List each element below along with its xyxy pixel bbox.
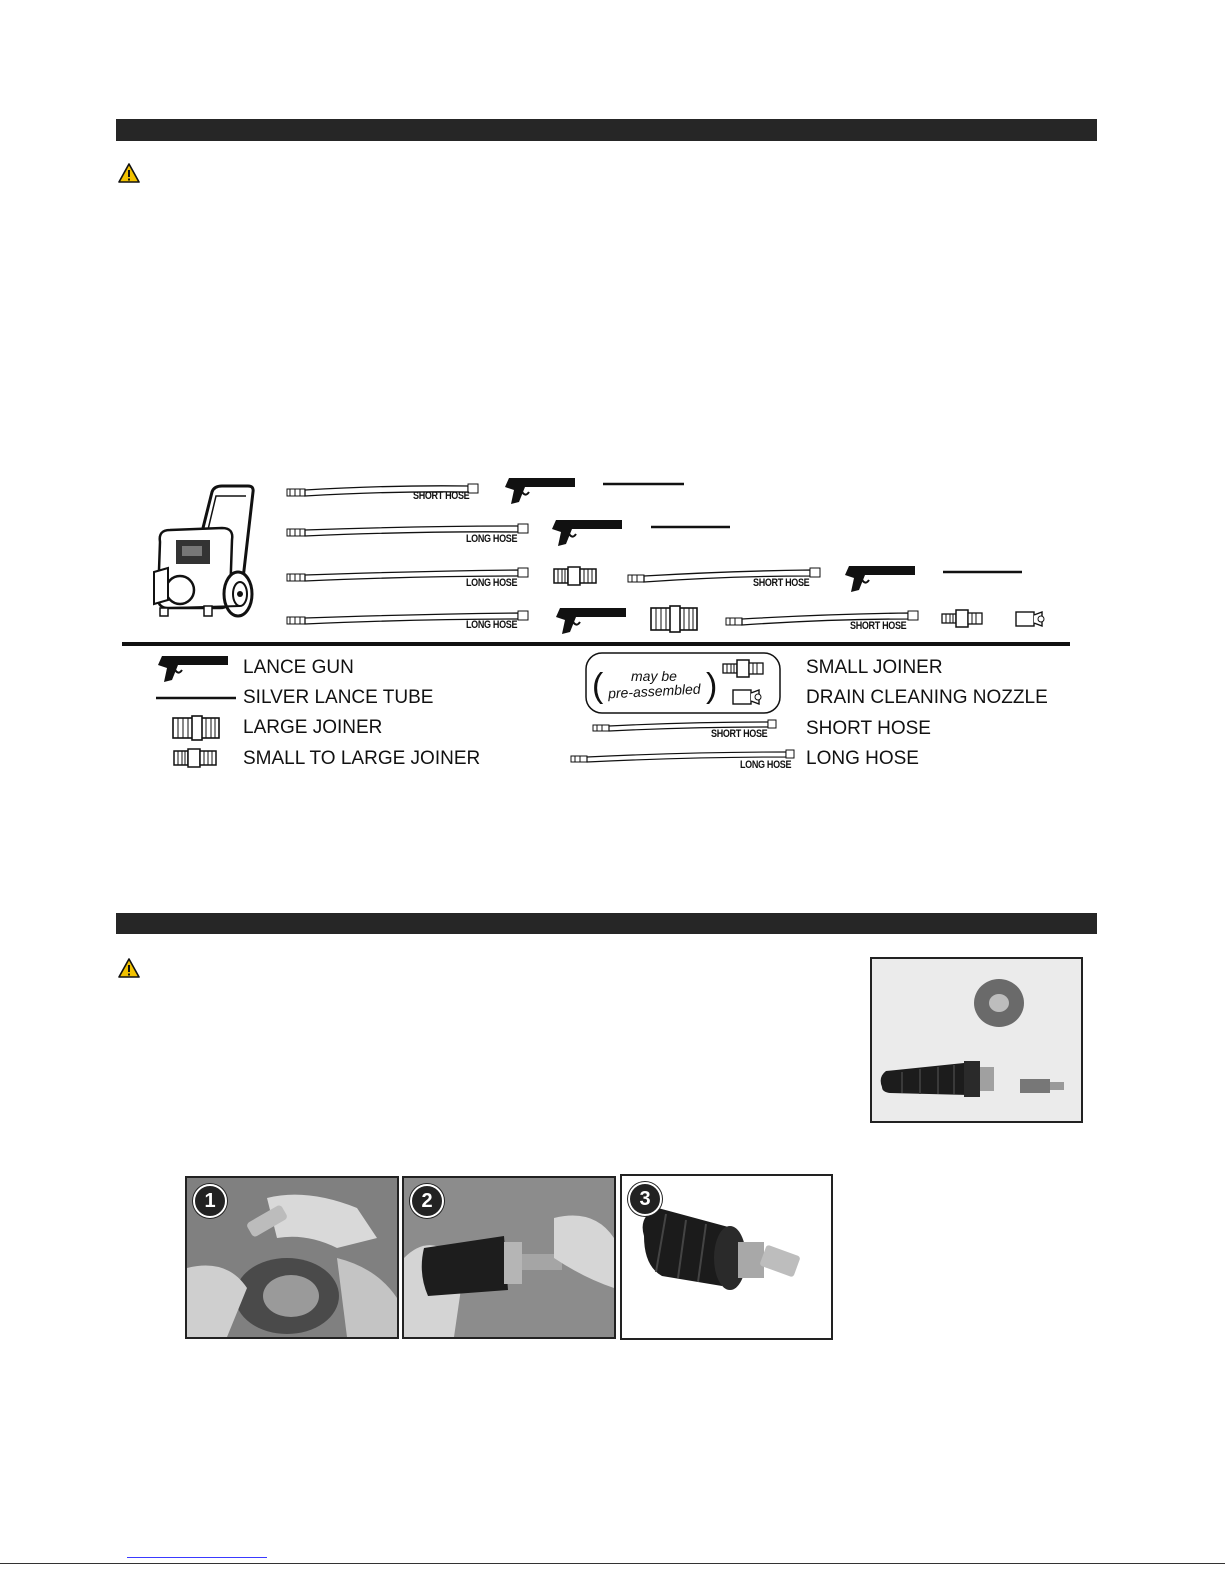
small-to-large-joiner-icon xyxy=(554,567,596,585)
washer-ring xyxy=(974,979,1024,1027)
lance-gun-icon xyxy=(552,520,622,546)
legend-large-joiner: LARGE JOINER xyxy=(243,717,383,738)
footer-rule xyxy=(0,1563,1225,1564)
step-number-badge: 2 xyxy=(410,1184,444,1218)
lance-gun-icon xyxy=(158,656,228,682)
section-header-bar xyxy=(116,913,1097,934)
hose-label: LONG HOSE xyxy=(466,577,518,589)
lance-gun-icon xyxy=(556,608,626,634)
footer-link-underline xyxy=(127,1557,267,1558)
drain-cleaning-nozzle-icon xyxy=(733,690,761,704)
hose-label: SHORT HOSE xyxy=(413,490,470,502)
step-2-photo xyxy=(402,1176,616,1339)
nozzle-parts-photo xyxy=(870,957,1083,1123)
short-hose-tag: SHORT HOSE xyxy=(711,728,768,740)
legend-short-hose: SHORT HOSE xyxy=(806,718,931,739)
pressure-washer-icon xyxy=(154,486,253,616)
legend-small-to-large-joiner: SMALL TO LARGE JOINER xyxy=(243,748,481,769)
large-joiner-icon xyxy=(651,606,697,632)
large-joiner-icon xyxy=(173,716,219,740)
hose-label: SHORT HOSE xyxy=(850,620,907,632)
step-3-photo xyxy=(620,1174,833,1340)
small-joiner-icon xyxy=(942,610,982,627)
hose-label: LONG HOSE xyxy=(466,533,518,545)
drain-cleaning-nozzle-icon xyxy=(1016,612,1044,626)
step-number-badge: 3 xyxy=(628,1182,662,1216)
close-paren: ) xyxy=(706,667,718,705)
legend-lance-gun: LANCE GUN xyxy=(243,657,354,678)
long-hose-tag: LONG HOSE xyxy=(740,759,792,771)
warning-triangle-icon xyxy=(118,958,140,983)
preassembled-note-line2: pre-assembled xyxy=(607,680,701,702)
legend-silver-lance-tube: SILVER LANCE TUBE xyxy=(243,687,434,708)
hose-label: SHORT HOSE xyxy=(753,577,810,589)
open-paren: ( xyxy=(592,667,604,705)
legend-drain-cleaning-nozzle: DRAIN CLEANING NOZZLE xyxy=(806,687,1048,708)
small-to-large-joiner-icon xyxy=(174,749,216,767)
preassembled-note-line1: may be xyxy=(631,668,677,684)
legend-long-hose: LONG HOSE xyxy=(806,748,919,769)
step-1-photo xyxy=(185,1176,399,1339)
step-number-badge: 1 xyxy=(193,1184,227,1218)
legend-small-joiner: SMALL JOINER xyxy=(806,657,943,678)
lance-gun-icon xyxy=(505,478,575,504)
hose-label: LONG HOSE xyxy=(466,619,518,631)
lance-gun-icon xyxy=(845,566,915,592)
